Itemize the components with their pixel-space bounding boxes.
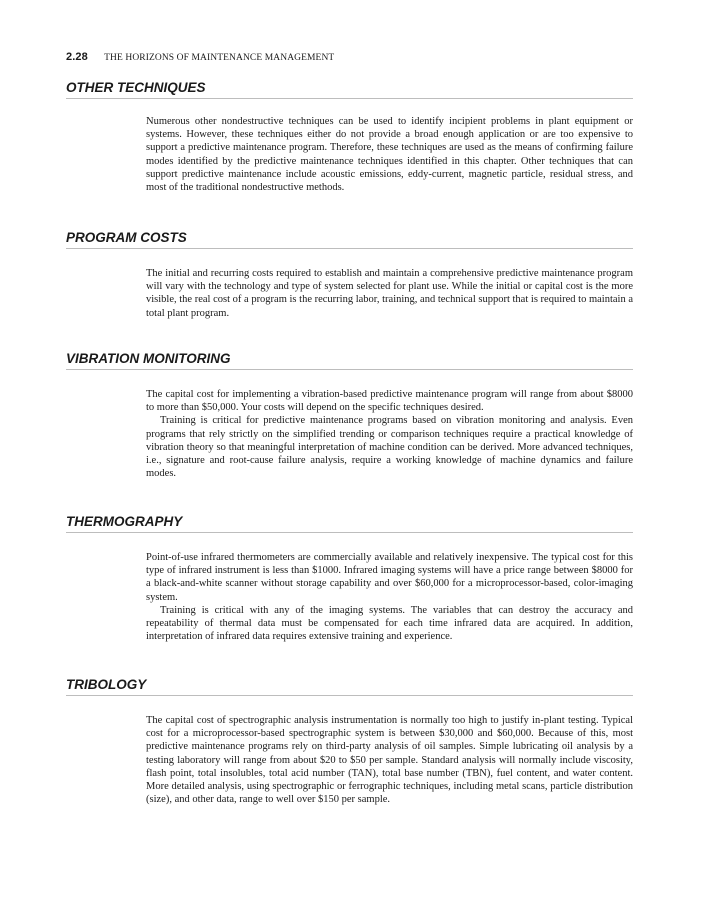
section-body	[146, 714, 633, 806]
running-header	[66, 51, 334, 63]
section-heading: VIBRATION MONITORING	[66, 351, 633, 370]
paragraph: The capital cost of spectrographic analysis instrumentation is normally too high to justify in-plant testing. Typical cost for a microprocessor-based spectrographic system is between $30,000 and $60,000. Because of this, most predictive maintenance programs rely on third-party analysis of oil samples. Simple lubricating oil analysis by a testing laboratory will range from about $20 to $50 per sample. Standard analysis will normally include viscosity, flash point, total insolubles, total acid number (TAN), total base number (TBN), fuel content, and water content. More detailed analysis, using spectrographic or ferrographic techniques, including metal scans, particle distribution (size), and other data, range to well over $150 per sample.	[146, 715, 633, 806]
section-body	[146, 115, 633, 194]
page-number: 2.28	[66, 51, 88, 63]
section-thermography	[66, 514, 633, 643]
section-other-techniques	[66, 80, 633, 194]
paragraph: Point-of-use infrared thermometers are commercially available and relatively inexpensive. The typical cost for this type of infrared instrument is less than $1000. Infrared imaging systems will have a price range between $8000 for a black-and-white scanner without storage capability and over $60,000 for a microprocessor-based, color-imaging system.	[146, 552, 633, 603]
section-body	[146, 551, 633, 643]
section-vibration-monitoring	[66, 351, 633, 480]
section-heading: PROGRAM COSTS	[66, 230, 633, 249]
paragraph: Numerous other nondestructive techniques can be used to identify incipient problems in plant equipment or systems. However, these techniques either do not provide a broad enough application or are too expensive to support a predictive maintenance program. Therefore, these techniques are used as the means of confirming failure modes identified by the predictive maintenance techniques identified in this chapter. Other techniques that can support predictive maintenance include acoustic emissions, eddy-current, magnetic particle, residual stress, and most of the traditional nondestructive methods.	[146, 116, 633, 194]
paragraph: The capital cost for implementing a vibration-based predictive maintenance program will range from about $8000 to more than $50,000. Your costs will depend on the specific techniques desired.	[146, 389, 633, 414]
paragraph: The initial and recurring costs required to establish and maintain a comprehensive predictive maintenance program will vary with the technology and type of system selected for plant use. While the initial or capital cost is the more visible, the real cost of a program is the recurring labor, training, and technical support that is required to maintain a total plant program.	[146, 268, 633, 319]
section-heading: TRIBOLOGY	[66, 677, 633, 696]
section-program-costs	[66, 230, 633, 320]
paragraph: Training is critical with any of the imaging systems. The variables that can destroy the accuracy and repeatability of thermal data must be compensated for each time infrared data are acquired. In addition, interpretation of infrared data requires extensive training and experience.	[146, 604, 633, 643]
running-title: THE HORIZONS OF MAINTENANCE MANAGEMENT	[104, 53, 335, 63]
section-heading: THERMOGRAPHY	[66, 514, 633, 533]
section-tribology	[66, 677, 633, 806]
paragraph: Training is critical for predictive maintenance programs based on vibration monitoring and analysis. Even programs that rely strictly on the simplified trending or comparison techniques require a practical knowledge of vibration theory so that meaningful interpretation of machine condition can be derived. More advanced techniques, i.e., signature and root-cause failure analysis, require a working knowledge of machine dynamics and failure modes.	[146, 415, 633, 480]
section-heading: OTHER TECHNIQUES	[66, 80, 633, 99]
section-body	[146, 388, 633, 480]
section-body	[146, 267, 633, 320]
